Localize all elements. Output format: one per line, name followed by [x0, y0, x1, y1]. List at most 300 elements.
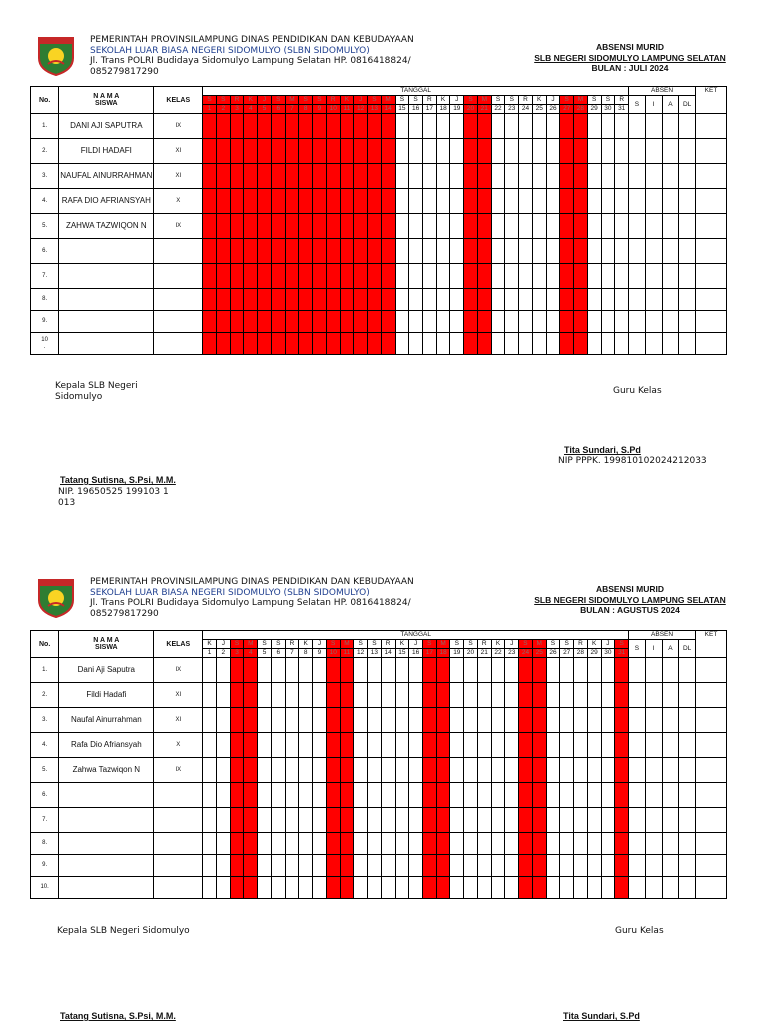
attendance-cell[interactable]	[326, 808, 340, 833]
attendance-cell[interactable]	[450, 833, 464, 855]
attendance-cell[interactable]	[271, 708, 285, 733]
attendance-cell[interactable]	[271, 683, 285, 708]
attendance-cell[interactable]	[464, 708, 478, 733]
attendance-cell[interactable]	[381, 783, 395, 808]
ket-cell[interactable]	[696, 877, 727, 899]
attendance-cell[interactable]	[601, 733, 615, 758]
attendance-cell[interactable]	[436, 758, 450, 783]
attendance-cell[interactable]	[230, 783, 244, 808]
attendance-cell[interactable]	[326, 733, 340, 758]
attendance-cell[interactable]	[285, 855, 299, 877]
attendance-cell[interactable]	[615, 833, 629, 855]
attendance-cell[interactable]	[381, 855, 395, 877]
attendance-cell[interactable]	[464, 855, 478, 877]
attendance-cell[interactable]	[258, 708, 272, 733]
attendance-cell[interactable]	[532, 855, 546, 877]
attendance-cell[interactable]	[244, 855, 258, 877]
attendance-cell[interactable]	[203, 733, 217, 758]
attendance-cell[interactable]	[395, 877, 409, 899]
attendance-cell[interactable]	[313, 855, 327, 877]
absen-cell[interactable]	[662, 708, 679, 733]
attendance-cell[interactable]	[560, 877, 574, 899]
attendance-cell[interactable]	[464, 808, 478, 833]
attendance-cell[interactable]	[203, 658, 217, 683]
attendance-cell[interactable]	[271, 783, 285, 808]
attendance-cell[interactable]	[271, 733, 285, 758]
ket-cell[interactable]	[696, 783, 727, 808]
attendance-cell[interactable]	[601, 683, 615, 708]
attendance-cell[interactable]	[505, 833, 519, 855]
attendance-cell[interactable]	[574, 783, 588, 808]
attendance-cell[interactable]	[258, 683, 272, 708]
attendance-cell[interactable]	[395, 708, 409, 733]
attendance-cell[interactable]	[354, 833, 368, 855]
attendance-cell[interactable]	[491, 855, 505, 877]
attendance-cell[interactable]	[464, 733, 478, 758]
attendance-cell[interactable]	[436, 708, 450, 733]
attendance-cell[interactable]	[601, 708, 615, 733]
attendance-cell[interactable]	[546, 783, 560, 808]
attendance-cell[interactable]	[368, 708, 382, 733]
attendance-cell[interactable]	[505, 658, 519, 683]
attendance-cell[interactable]	[368, 877, 382, 899]
attendance-cell[interactable]	[244, 683, 258, 708]
attendance-cell[interactable]	[546, 833, 560, 855]
attendance-cell[interactable]	[340, 708, 354, 733]
attendance-cell[interactable]	[299, 683, 313, 708]
attendance-cell[interactable]	[436, 877, 450, 899]
attendance-cell[interactable]	[491, 733, 505, 758]
absen-cell[interactable]	[679, 855, 696, 877]
attendance-cell[interactable]	[422, 658, 436, 683]
attendance-cell[interactable]	[285, 877, 299, 899]
attendance-cell[interactable]	[271, 808, 285, 833]
attendance-cell[interactable]	[203, 758, 217, 783]
attendance-cell[interactable]	[422, 733, 436, 758]
attendance-cell[interactable]	[532, 758, 546, 783]
attendance-cell[interactable]	[203, 808, 217, 833]
attendance-cell[interactable]	[354, 808, 368, 833]
attendance-cell[interactable]	[491, 758, 505, 783]
absen-cell[interactable]	[662, 808, 679, 833]
ket-cell[interactable]	[696, 808, 727, 833]
attendance-cell[interactable]	[354, 783, 368, 808]
absen-cell[interactable]	[662, 758, 679, 783]
absen-cell[interactable]	[629, 877, 646, 899]
attendance-cell[interactable]	[422, 877, 436, 899]
attendance-cell[interactable]	[505, 808, 519, 833]
attendance-cell[interactable]	[560, 658, 574, 683]
attendance-cell[interactable]	[203, 683, 217, 708]
absen-cell[interactable]	[629, 758, 646, 783]
attendance-cell[interactable]	[326, 708, 340, 733]
attendance-cell[interactable]	[560, 808, 574, 833]
attendance-cell[interactable]	[546, 758, 560, 783]
attendance-cell[interactable]	[340, 808, 354, 833]
attendance-cell[interactable]	[285, 758, 299, 783]
attendance-cell[interactable]	[560, 683, 574, 708]
attendance-cell[interactable]	[491, 658, 505, 683]
attendance-cell[interactable]	[491, 877, 505, 899]
absen-cell[interactable]	[645, 833, 662, 855]
attendance-cell[interactable]	[354, 877, 368, 899]
absen-cell[interactable]	[629, 833, 646, 855]
attendance-cell[interactable]	[436, 783, 450, 808]
attendance-cell[interactable]	[546, 683, 560, 708]
absen-cell[interactable]	[629, 855, 646, 877]
attendance-cell[interactable]	[450, 733, 464, 758]
absen-cell[interactable]	[629, 808, 646, 833]
attendance-cell[interactable]	[560, 758, 574, 783]
attendance-cell[interactable]	[216, 808, 230, 833]
absen-cell[interactable]	[679, 808, 696, 833]
attendance-cell[interactable]	[477, 808, 491, 833]
attendance-cell[interactable]	[477, 683, 491, 708]
attendance-cell[interactable]	[422, 683, 436, 708]
attendance-cell[interactable]	[354, 683, 368, 708]
attendance-cell[interactable]	[216, 855, 230, 877]
attendance-cell[interactable]	[519, 877, 533, 899]
absen-cell[interactable]	[679, 833, 696, 855]
attendance-cell[interactable]	[436, 833, 450, 855]
attendance-cell[interactable]	[258, 783, 272, 808]
attendance-cell[interactable]	[244, 833, 258, 855]
attendance-cell[interactable]	[381, 658, 395, 683]
attendance-cell[interactable]	[354, 708, 368, 733]
attendance-cell[interactable]	[409, 855, 423, 877]
attendance-cell[interactable]	[409, 658, 423, 683]
attendance-cell[interactable]	[491, 683, 505, 708]
attendance-cell[interactable]	[450, 708, 464, 733]
attendance-cell[interactable]	[532, 733, 546, 758]
attendance-cell[interactable]	[505, 758, 519, 783]
attendance-cell[interactable]	[313, 783, 327, 808]
attendance-cell[interactable]	[340, 733, 354, 758]
attendance-cell[interactable]	[560, 708, 574, 733]
absen-cell[interactable]	[679, 758, 696, 783]
attendance-cell[interactable]	[409, 708, 423, 733]
attendance-cell[interactable]	[381, 733, 395, 758]
attendance-cell[interactable]	[409, 683, 423, 708]
attendance-cell[interactable]	[505, 855, 519, 877]
attendance-cell[interactable]	[574, 833, 588, 855]
attendance-cell[interactable]	[271, 833, 285, 855]
attendance-cell[interactable]	[615, 708, 629, 733]
ket-cell[interactable]	[696, 758, 727, 783]
attendance-cell[interactable]	[395, 658, 409, 683]
attendance-cell[interactable]	[326, 877, 340, 899]
absen-cell[interactable]	[645, 708, 662, 733]
attendance-cell[interactable]	[436, 683, 450, 708]
ket-cell[interactable]	[696, 708, 727, 733]
attendance-cell[interactable]	[230, 733, 244, 758]
absen-cell[interactable]	[662, 877, 679, 899]
attendance-cell[interactable]	[409, 808, 423, 833]
attendance-cell[interactable]	[381, 833, 395, 855]
attendance-cell[interactable]	[395, 783, 409, 808]
absen-cell[interactable]	[645, 683, 662, 708]
attendance-cell[interactable]	[368, 783, 382, 808]
attendance-cell[interactable]	[409, 833, 423, 855]
attendance-cell[interactable]	[409, 758, 423, 783]
attendance-cell[interactable]	[601, 833, 615, 855]
attendance-cell[interactable]	[258, 855, 272, 877]
attendance-cell[interactable]	[464, 683, 478, 708]
attendance-cell[interactable]	[615, 855, 629, 877]
ket-cell[interactable]	[696, 658, 727, 683]
attendance-cell[interactable]	[519, 855, 533, 877]
attendance-cell[interactable]	[216, 658, 230, 683]
attendance-cell[interactable]	[615, 783, 629, 808]
attendance-cell[interactable]	[477, 833, 491, 855]
attendance-cell[interactable]	[258, 733, 272, 758]
absen-cell[interactable]	[645, 877, 662, 899]
ket-cell[interactable]	[696, 733, 727, 758]
attendance-cell[interactable]	[587, 758, 601, 783]
attendance-cell[interactable]	[519, 658, 533, 683]
attendance-cell[interactable]	[216, 877, 230, 899]
attendance-cell[interactable]	[354, 658, 368, 683]
attendance-cell[interactable]	[505, 733, 519, 758]
attendance-cell[interactable]	[326, 833, 340, 855]
attendance-cell[interactable]	[491, 708, 505, 733]
attendance-cell[interactable]	[313, 683, 327, 708]
attendance-cell[interactable]	[203, 708, 217, 733]
attendance-cell[interactable]	[574, 733, 588, 758]
attendance-cell[interactable]	[546, 877, 560, 899]
attendance-cell[interactable]	[546, 708, 560, 733]
attendance-cell[interactable]	[546, 808, 560, 833]
attendance-cell[interactable]	[395, 758, 409, 783]
attendance-cell[interactable]	[299, 733, 313, 758]
attendance-cell[interactable]	[519, 833, 533, 855]
attendance-cell[interactable]	[587, 658, 601, 683]
ket-cell[interactable]	[696, 683, 727, 708]
attendance-cell[interactable]	[450, 658, 464, 683]
attendance-cell[interactable]	[368, 808, 382, 833]
attendance-cell[interactable]	[546, 658, 560, 683]
absen-cell[interactable]	[679, 877, 696, 899]
attendance-cell[interactable]	[313, 808, 327, 833]
attendance-cell[interactable]	[216, 833, 230, 855]
attendance-cell[interactable]	[340, 783, 354, 808]
attendance-cell[interactable]	[299, 758, 313, 783]
absen-cell[interactable]	[645, 808, 662, 833]
attendance-cell[interactable]	[464, 658, 478, 683]
attendance-cell[interactable]	[601, 758, 615, 783]
attendance-cell[interactable]	[505, 783, 519, 808]
attendance-cell[interactable]	[436, 808, 450, 833]
attendance-cell[interactable]	[271, 658, 285, 683]
attendance-cell[interactable]	[313, 708, 327, 733]
attendance-cell[interactable]	[519, 758, 533, 783]
attendance-cell[interactable]	[505, 708, 519, 733]
attendance-cell[interactable]	[422, 708, 436, 733]
attendance-cell[interactable]	[203, 833, 217, 855]
attendance-cell[interactable]	[450, 808, 464, 833]
attendance-cell[interactable]	[560, 783, 574, 808]
attendance-cell[interactable]	[519, 683, 533, 708]
attendance-cell[interactable]	[258, 808, 272, 833]
attendance-cell[interactable]	[258, 833, 272, 855]
attendance-cell[interactable]	[546, 733, 560, 758]
attendance-cell[interactable]	[340, 683, 354, 708]
attendance-cell[interactable]	[587, 833, 601, 855]
attendance-cell[interactable]	[532, 833, 546, 855]
attendance-cell[interactable]	[477, 783, 491, 808]
attendance-cell[interactable]	[395, 733, 409, 758]
attendance-cell[interactable]	[216, 758, 230, 783]
attendance-cell[interactable]	[230, 658, 244, 683]
attendance-cell[interactable]	[574, 855, 588, 877]
attendance-cell[interactable]	[230, 855, 244, 877]
attendance-cell[interactable]	[587, 708, 601, 733]
attendance-cell[interactable]	[203, 877, 217, 899]
attendance-cell[interactable]	[615, 758, 629, 783]
absen-cell[interactable]	[629, 708, 646, 733]
attendance-cell[interactable]	[532, 877, 546, 899]
attendance-cell[interactable]	[244, 877, 258, 899]
attendance-cell[interactable]	[244, 733, 258, 758]
attendance-cell[interactable]	[340, 758, 354, 783]
attendance-cell[interactable]	[244, 658, 258, 683]
attendance-cell[interactable]	[409, 733, 423, 758]
absen-cell[interactable]	[662, 783, 679, 808]
absen-cell[interactable]	[662, 658, 679, 683]
attendance-cell[interactable]	[574, 758, 588, 783]
attendance-cell[interactable]	[615, 877, 629, 899]
attendance-cell[interactable]	[216, 708, 230, 733]
attendance-cell[interactable]	[395, 808, 409, 833]
absen-cell[interactable]	[629, 683, 646, 708]
attendance-cell[interactable]	[587, 808, 601, 833]
attendance-cell[interactable]	[574, 683, 588, 708]
attendance-cell[interactable]	[230, 808, 244, 833]
attendance-cell[interactable]	[601, 658, 615, 683]
attendance-cell[interactable]	[340, 833, 354, 855]
attendance-cell[interactable]	[313, 658, 327, 683]
attendance-cell[interactable]	[368, 733, 382, 758]
absen-cell[interactable]	[645, 758, 662, 783]
attendance-cell[interactable]	[285, 683, 299, 708]
attendance-cell[interactable]	[436, 855, 450, 877]
attendance-cell[interactable]	[203, 783, 217, 808]
attendance-cell[interactable]	[258, 877, 272, 899]
attendance-cell[interactable]	[574, 658, 588, 683]
attendance-cell[interactable]	[519, 708, 533, 733]
attendance-cell[interactable]	[381, 708, 395, 733]
attendance-cell[interactable]	[244, 758, 258, 783]
attendance-cell[interactable]	[450, 758, 464, 783]
attendance-cell[interactable]	[464, 758, 478, 783]
attendance-cell[interactable]	[615, 683, 629, 708]
attendance-cell[interactable]	[230, 877, 244, 899]
attendance-cell[interactable]	[587, 877, 601, 899]
attendance-cell[interactable]	[477, 758, 491, 783]
attendance-cell[interactable]	[491, 833, 505, 855]
attendance-cell[interactable]	[285, 733, 299, 758]
attendance-cell[interactable]	[285, 708, 299, 733]
attendance-cell[interactable]	[587, 855, 601, 877]
attendance-cell[interactable]	[519, 733, 533, 758]
attendance-cell[interactable]	[436, 733, 450, 758]
attendance-cell[interactable]	[477, 877, 491, 899]
attendance-cell[interactable]	[395, 833, 409, 855]
attendance-cell[interactable]	[381, 683, 395, 708]
attendance-cell[interactable]	[299, 877, 313, 899]
attendance-cell[interactable]	[477, 855, 491, 877]
attendance-cell[interactable]	[368, 855, 382, 877]
attendance-cell[interactable]	[313, 733, 327, 758]
attendance-cell[interactable]	[615, 808, 629, 833]
attendance-cell[interactable]	[299, 808, 313, 833]
attendance-cell[interactable]	[313, 833, 327, 855]
attendance-cell[interactable]	[532, 708, 546, 733]
absen-cell[interactable]	[679, 683, 696, 708]
absen-cell[interactable]	[679, 708, 696, 733]
attendance-cell[interactable]	[491, 783, 505, 808]
attendance-cell[interactable]	[244, 783, 258, 808]
attendance-cell[interactable]	[477, 658, 491, 683]
attendance-cell[interactable]	[230, 708, 244, 733]
ket-cell[interactable]	[696, 855, 727, 877]
attendance-cell[interactable]	[450, 783, 464, 808]
attendance-cell[interactable]	[436, 658, 450, 683]
absen-cell[interactable]	[645, 855, 662, 877]
attendance-cell[interactable]	[271, 855, 285, 877]
attendance-cell[interactable]	[601, 808, 615, 833]
attendance-cell[interactable]	[574, 808, 588, 833]
attendance-cell[interactable]	[450, 877, 464, 899]
attendance-cell[interactable]	[615, 733, 629, 758]
attendance-cell[interactable]	[464, 833, 478, 855]
attendance-cell[interactable]	[368, 833, 382, 855]
absen-cell[interactable]	[679, 658, 696, 683]
attendance-cell[interactable]	[560, 833, 574, 855]
attendance-cell[interactable]	[230, 683, 244, 708]
attendance-cell[interactable]	[505, 683, 519, 708]
attendance-cell[interactable]	[244, 708, 258, 733]
attendance-cell[interactable]	[450, 855, 464, 877]
attendance-cell[interactable]	[216, 683, 230, 708]
attendance-cell[interactable]	[285, 833, 299, 855]
attendance-cell[interactable]	[615, 658, 629, 683]
attendance-cell[interactable]	[299, 833, 313, 855]
attendance-cell[interactable]	[395, 683, 409, 708]
attendance-cell[interactable]	[601, 783, 615, 808]
attendance-cell[interactable]	[532, 783, 546, 808]
attendance-cell[interactable]	[230, 833, 244, 855]
attendance-cell[interactable]	[244, 808, 258, 833]
absen-cell[interactable]	[645, 783, 662, 808]
attendance-cell[interactable]	[409, 877, 423, 899]
attendance-cell[interactable]	[532, 658, 546, 683]
attendance-cell[interactable]	[299, 855, 313, 877]
absen-cell[interactable]	[679, 783, 696, 808]
attendance-cell[interactable]	[216, 733, 230, 758]
absen-cell[interactable]	[645, 658, 662, 683]
attendance-cell[interactable]	[560, 855, 574, 877]
attendance-cell[interactable]	[326, 855, 340, 877]
attendance-cell[interactable]	[203, 855, 217, 877]
attendance-cell[interactable]	[532, 683, 546, 708]
absen-cell[interactable]	[629, 783, 646, 808]
attendance-cell[interactable]	[395, 855, 409, 877]
absen-cell[interactable]	[662, 683, 679, 708]
attendance-cell[interactable]	[216, 783, 230, 808]
attendance-cell[interactable]	[299, 658, 313, 683]
attendance-cell[interactable]	[422, 758, 436, 783]
